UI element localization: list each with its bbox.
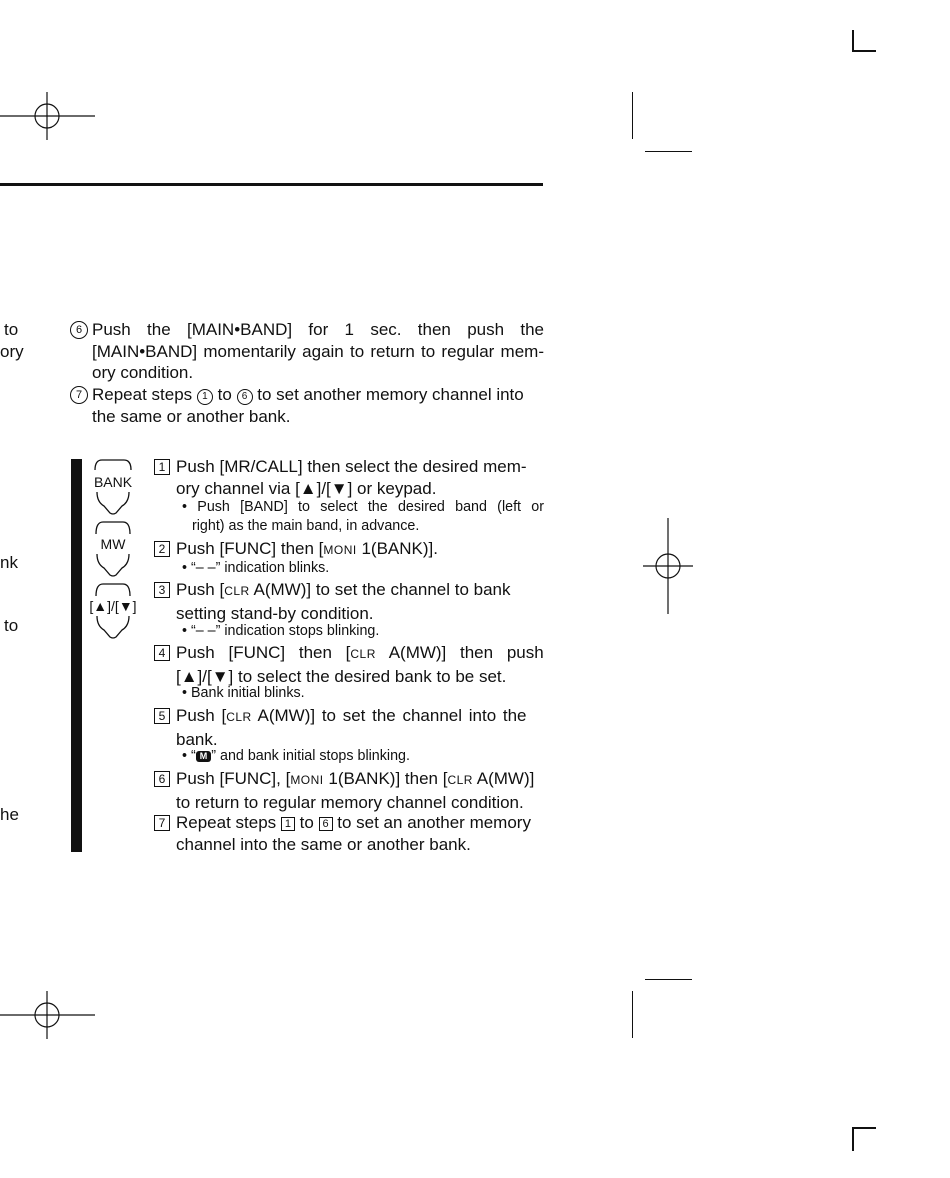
up-down-key-label: [▲]/[▼]	[89, 598, 137, 614]
step-number-box: 3	[154, 582, 170, 598]
step-number-circle: 6	[70, 321, 88, 339]
step-4: 4 Push [FUNC] then [CLR A(MW)] then push [▲]/[▼] to select the desired bank to be set.	[154, 642, 544, 687]
step-text: Push [MR/CALL] then select the desired mem-	[176, 457, 527, 476]
step-3: 3 Push [CLR A(MW)] to set the channel to bank setting stand-by condition.	[154, 579, 544, 624]
step-4-note: • Bank initial blinks.	[182, 685, 305, 701]
step-number-box: 2	[154, 541, 170, 557]
right-lower-trim-line	[645, 979, 692, 980]
step-3-note: • “– –” indication stops blinking.	[182, 623, 380, 639]
left-column-fragment: he	[0, 805, 19, 824]
step-ref-circle: 1	[197, 389, 213, 405]
right-upper-trim-line	[645, 151, 692, 152]
step-2-note: • “– –” indication blinks.	[182, 560, 330, 576]
step-6-line: Push the [MAIN•BAND] for 1 sec. then push the	[92, 320, 544, 339]
section-side-bar	[71, 459, 82, 852]
bank-key-label: BANK	[93, 474, 133, 490]
step-2: 2 Push [FUNC] then [MONI 1(BANK)].	[154, 538, 544, 562]
step-number-box: 5	[154, 708, 170, 724]
step-7: 7 Repeat steps 1 to 6 to set an another memory channel into the same or another bank.	[154, 812, 544, 855]
registration-mark-right-middle	[643, 518, 693, 614]
mw-key-label: MW	[100, 536, 126, 552]
step-ref-circle: 6	[237, 389, 253, 405]
step-7-line: Repeat steps 1 to 6 to set another memory channel into	[92, 385, 524, 404]
right-upper-fold-line	[632, 92, 633, 139]
step-6-line: ory condition.	[92, 363, 194, 382]
section-header-rule	[0, 183, 543, 186]
step-1	[154, 456, 544, 499]
left-column-fragment: to	[4, 616, 19, 635]
top-right-crop-mark-vertical	[852, 30, 854, 52]
step-6-line: [MAIN•BAND] momentarily again to return to regular mem-	[92, 341, 544, 361]
step-5: 5 Push [CLR A(MW)] to set the channel into the bank.	[154, 705, 544, 750]
memory-indicator-icon: M	[196, 751, 212, 762]
left-column-fragment: to	[4, 320, 19, 339]
right-lower-fold-line	[632, 991, 633, 1038]
step-number-box: 7	[154, 815, 170, 831]
step-number-box: 4	[154, 645, 170, 661]
step-6: 6 Push [FUNC], [MONI 1(BANK)] then [CLR A(MW)] to return to regular memory channel condition.	[154, 768, 544, 813]
left-column-fragment: nk	[0, 553, 18, 572]
step-ref-box: 1	[281, 817, 295, 831]
bottom-right-crop-mark-vertical	[852, 1127, 854, 1151]
step-1-note: • Push [BAND] to select the desired band (left or right) as the main band, in advance.	[182, 499, 544, 534]
step-ref-box: 6	[319, 817, 333, 831]
step-number-circle: 7	[70, 386, 88, 404]
step-text: ory channel via [▲]/[▼] or keypad.	[176, 478, 437, 498]
top-right-crop-mark-horizontal	[852, 50, 876, 52]
registration-mark-top-left	[0, 92, 100, 142]
step-number-box: 1	[154, 459, 170, 475]
bottom-right-crop-mark-horizontal	[852, 1127, 876, 1129]
step-7-line: the same or another bank.	[92, 406, 291, 426]
step-5-note: • “ M ” and bank initial stops blinking.	[182, 748, 410, 764]
registration-mark-bottom-left	[0, 991, 100, 1041]
step-number-box: 6	[154, 771, 170, 787]
left-column-fragment: ory	[0, 342, 24, 361]
